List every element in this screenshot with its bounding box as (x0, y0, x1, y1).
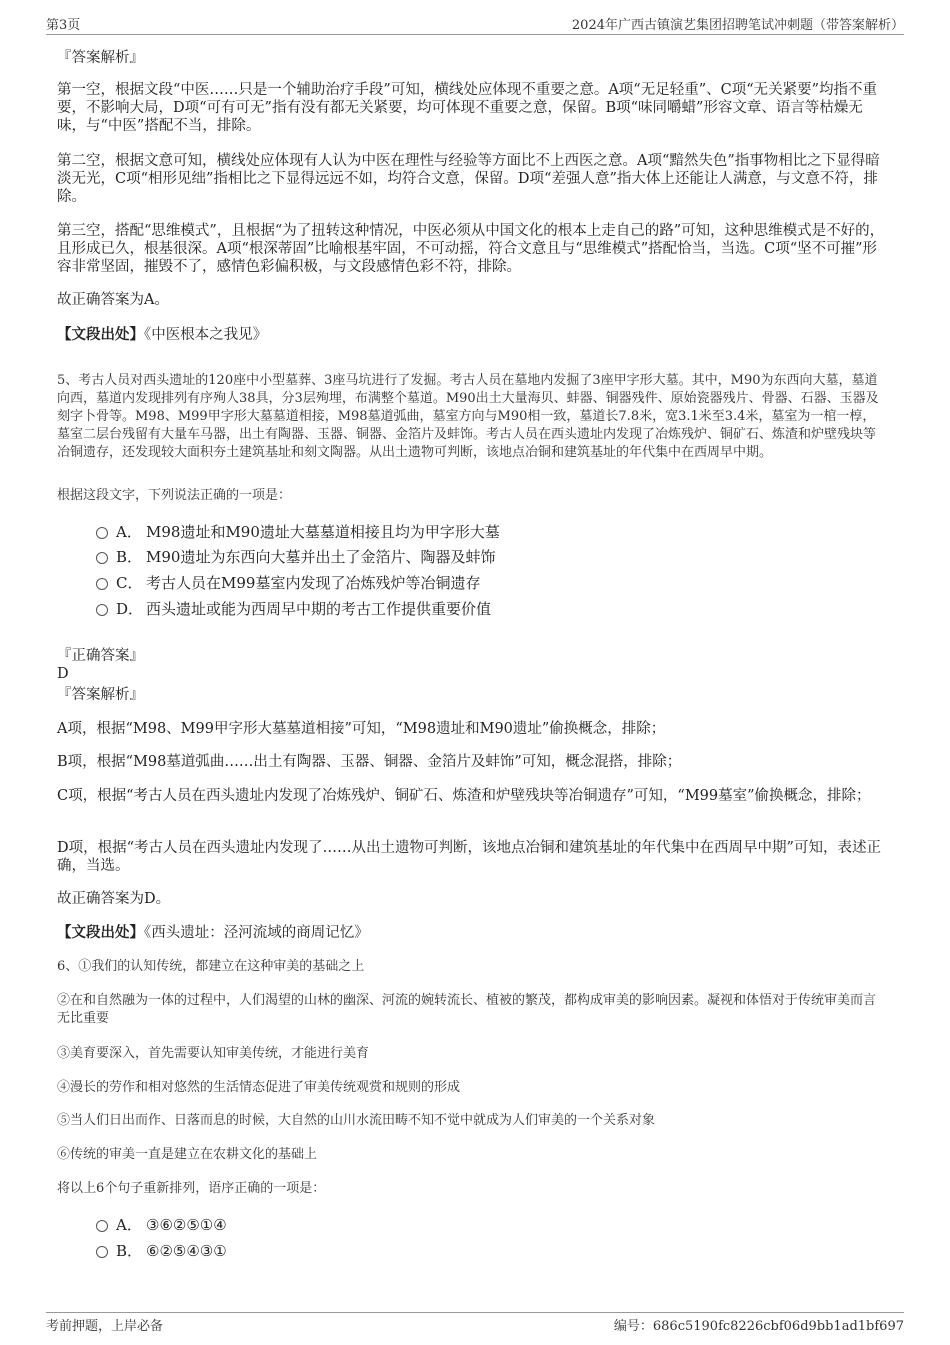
q6-sentence-5: ⑤当人们日出而作、日落而息的时候，大自然的山川水流田畴不知不觉中就成为人们审美的一个关系对象 (57, 1113, 656, 1128)
q4-conclusion: 故正确答案为A。 (57, 292, 169, 308)
q5-option-d[interactable]: D． 西头遗址或能为西周早中期的考古工作提供重要价值 (96, 599, 491, 619)
q5-option-c[interactable]: C． 考古人员在M99墓室内发现了冶炼残炉等冶铜遗存 (96, 573, 480, 593)
q6-sentence-4: ④漫长的劳作和相对悠然的生活情态促进了审美传统观赏和规则的形成 (57, 1080, 461, 1095)
q5-source (57, 924, 887, 942)
q5-answer: D (57, 666, 69, 682)
q5-analysis-c: C项，根据“考古人员在西头遗址内发现了冶炼残炉、铜矿石、炼渣和炉壁残块等冶铜遗存”可知，“M99墓室”偷换概念，排除； (57, 788, 871, 804)
q5-analysis-b: B项，根据“M98墓道弧曲……出土有陶器、玉器、铜器、金箔片及蚌饰”可知，概念混搭，排除； (57, 754, 682, 770)
q6-sentence-6: ⑥传统的审美一直是建立在农耕文化的基础上 (57, 1147, 318, 1162)
radio-circle-icon[interactable] (96, 578, 108, 590)
q4-source-label: 【文段出处】 (57, 326, 144, 343)
q5-option-b[interactable]: B． M90遗址为东西向大墓并出土了金箔片、陶器及蚌饰 (96, 547, 495, 567)
q5-analysis-label: 『答案解析』 (57, 687, 144, 703)
q6-sentence-2: ②在和自然融为一体的过程中，人们渴望的山林的幽深、河流的婉转流长、植被的繁茂，都构成审美的影响因素。凝视和体悟对于传统审美而言无比重要 (57, 993, 877, 1026)
q5-option-a[interactable]: A． M98遗址和M90遗址大墓墓道相接且均为甲字形大墓 (96, 522, 500, 542)
page-header (46, 14, 904, 35)
q5-source-title: 《西头遗址：泾河流域的商周记忆》 (144, 925, 369, 941)
q4-analysis-para-1: 第一空，根据文段“中医……只是一个辅助治疗手段”可知，横线处应体现不重要之意。A项“无足轻重”、C项“无关紧要”均指不重要，不影响大局，D项“可有可无”指有没有都无关紧要，均可体现不重要之意，保留。B项“味同嚼蜡”形容文章、语言等枯燥无味，与“中医”搭配不当，排除。 (57, 82, 878, 134)
radio-circle-icon[interactable] (96, 1246, 108, 1258)
q5-source-label: 【文段出处】 (57, 924, 144, 941)
page-number: 第3页 (46, 18, 81, 33)
q4-source-title: 《中医根本之我见》 (144, 327, 268, 343)
q4-analysis-label: 『答案解析』 (57, 50, 144, 66)
q6-stem: 6、①我们的认知传统，都建立在这种审美的基础之上 (57, 959, 365, 974)
q6-prompt: 将以上6个句子重新排列，语序正确的一项是： (57, 1181, 326, 1196)
q4-analysis-para-3: 第三空，搭配“思维模式”，且根据“为了扭转这种情况，中医必须从中国文化的根本上走自己的路”可知，这种思维模式是不好的，且形成已久，根基很深。A项“根深蒂固”比喻根基牢固，不可动摇，符合文意且与“思维模式”搭配恰当，当选。C项“坚不可摧”形容非常坚固，摧毁不了，感情色彩偏积极，与文段感情色彩不符，排除。 (57, 223, 885, 275)
document-title: 2024年广西古镇演艺集团招聘笔试冲刺题（带答案解析） (571, 18, 904, 33)
q4-source (57, 326, 887, 344)
radio-circle-icon[interactable] (96, 604, 108, 616)
q5-conclusion: 故正确答案为D。 (57, 891, 171, 907)
radio-circle-icon[interactable] (96, 1220, 108, 1232)
q5-stem: 5、考古人员对西头遗址的120座中小型墓葬、3座马坑进行了发掘。考古人员在墓地内发掘了3座甲字形大墓。其中，M90为东西向大墓，墓道向西，墓道内发现排列有序殉人38具，分3层殉埋，布满整个墓道。M90出土大量海贝、蚌器、铜器残件、原始瓷器残片、骨器、石器、玉器及刻字卜骨等。M98、M99甲字形大墓墓道相接，M98墓道弧曲，墓室方向与M90相一致，墓道长7.8米，宽3.1米至3.4米，墓室为一棺一椁，墓室二层台残留有大量车马器，出土有陶器、玉器、铜器、金箔片及蚌饰。考古人员在西头遗址内发现了冶炼残炉、铜矿石、炼渣和炉壁残块等冶铜遗存，还发现较大面积夯土建筑基址和刻文陶器。从出土遗物可判断，该地点冶铜和建筑基址的年代集中在西周早中期。 (57, 373, 879, 460)
q6-sentence-3: ③美育要深入，首先需要认知审美传统，才能进行美育 (57, 1046, 370, 1061)
footer-doc-id: 编号：686c5190fc8226cbf06d9bb1ad1bf697 (613, 1319, 904, 1334)
q5-analysis-a: A项，根据“M98、M99甲字形大墓墓道相接”可知，“M98遗址和M90遗址”偷换概念，排除； (57, 721, 666, 737)
q6-option-a[interactable]: A． ③⑥②⑤①④ (96, 1215, 227, 1235)
radio-circle-icon[interactable] (96, 552, 108, 564)
q5-prompt: 根据这段文字，下列说法正确的一项是： (57, 488, 292, 503)
q5-analysis-d: D项，根据“考古人员在西头遗址内发现了……从出土遗物可判断，该地点冶铜和建筑基址的年代集中在西周早中期”可知，表述正确，当选。 (57, 840, 881, 874)
radio-circle-icon[interactable] (96, 527, 108, 539)
q5-answer-label: 『正确答案』 (57, 648, 144, 664)
q6-option-b[interactable]: B． ⑥②⑤④③① (96, 1241, 227, 1261)
page-footer (46, 1312, 904, 1334)
footer-slogan: 考前押题，上岸必备 (46, 1319, 164, 1334)
q4-analysis-para-2: 第二空，根据文意可知，横线处应体现有人认为中医在理性与经验等方面比不上西医之意。A项“黯然失色”指事物相比之下显得暗淡无光，C项“相形见绌”指相比之下显得远远不如，均符合文意，保留。D项“差强人意”指大体上还能让人满意，与文意不符，排除。 (57, 153, 880, 205)
